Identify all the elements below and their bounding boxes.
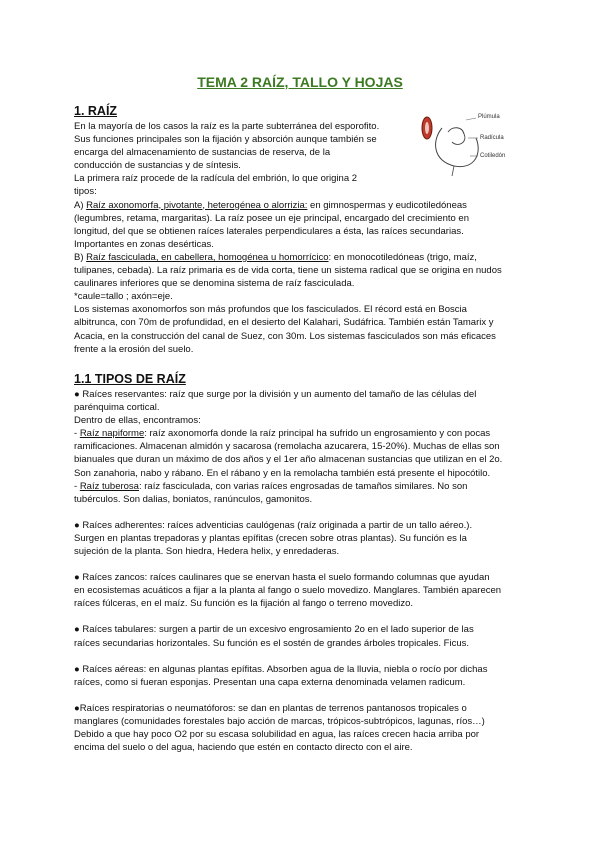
list-prefix: A) — [74, 199, 87, 211]
paragraph-line: Debido a que hay poco O2 por su escasa solubilidad en agua, las raíces crecen hacia arriba por — [74, 728, 480, 740]
paragraph-line: *caule=tallo ; axón=eje. — [74, 291, 173, 303]
paragraph-line: bianuales que duran un máximo de dos años y el 1er año almacenan sustancias que utilizan en el 2o. — [74, 454, 503, 466]
paragraph-line: En la mayoría de los casos la raíz es la parte subterránea del esporofito. — [74, 121, 380, 132]
paragraph-line: raíces, como si fueran esponjas. Presentan una capa externa denominada velamen radicum. — [74, 676, 466, 688]
napiforme-line — [74, 427, 526, 440]
paragraph-line: Sus funciones principales son la fijación y absorción aunque también se — [74, 134, 377, 146]
paragraph-line: La primera raíz procede de la radícula del embrión, lo que origina 2 — [74, 173, 358, 185]
paragraph-line: parénquima cortical. — [74, 402, 160, 414]
paragraph-line: Dentro de ellas, encontramos: — [74, 415, 201, 427]
paragraph-line: albitrunca, con 70m de profundidad, en el desierto del Kalahari, Sudáfrica. También están Tamarix y — [74, 317, 494, 329]
root-type-a-line — [74, 199, 526, 212]
root-type-b-line — [74, 251, 526, 264]
spacer — [74, 610, 526, 623]
paragraph-line: Los sistemas axonomorfos son más profundos que los fasciculados. El récord está en Boscia — [74, 304, 467, 316]
spacer — [74, 650, 526, 663]
paragraph-line: ● Raíces zancos: raíces caulinares que se enervan hasta el suelo formando columnas que ayudan — [74, 572, 490, 584]
paragraph-line: raíces secundarias horizontales. Su función es el sostén de grandes árboles tropicales. Ficus. — [74, 637, 469, 649]
paragraph-line: Acacia, en la construcción del canal de Suez, con 30m. Los sistemas fasciculados son más eficaces — [74, 330, 496, 342]
document-title: TEMA 2 RAÍZ, TALLO Y HOJAS — [197, 74, 403, 90]
list-prefix: - — [74, 480, 80, 492]
paragraph-line: ● Raíces adherentes: raíces adventicias caulógenas (raíz originada a partir de un tallo aéreo.). — [74, 519, 473, 531]
napiforme-text: : raíz axonomorfa donde la raíz principal ha sufrido un engrosamiento y con pocas — [144, 428, 491, 440]
paragraph-line: longitud, del que se obtienen raíces laterales perpendiculares a ésta, las raíces secundarias. — [74, 225, 464, 237]
paragraph-line: Surgen en plantas trepadoras y plantas epífitas (crecen sobre otras plantas). Su función es la — [74, 532, 467, 544]
napiforme-term: Raíz napiforme — [79, 428, 145, 440]
list-prefix: B) — [74, 251, 87, 263]
section-heading-raiz: 1. RAÍZ — [74, 104, 118, 118]
section-raiz-body — [74, 120, 526, 356]
tuberosa-line — [74, 480, 526, 493]
paragraph-line: tipos: — [74, 186, 97, 198]
spacer — [74, 689, 526, 702]
paragraph-line: raíces fúlceras, en el maíz. Su función es la fijación al fango o terreno movedizo. — [74, 598, 414, 610]
paragraph-line: en ecosistemas acuáticos a fijar a la planta al fango o suelo movedizo. Manglares. También aparecen — [74, 585, 502, 597]
root-type-a-term: Raíz axonomorfa, pivotante, heterogénea o alorrizia: — [86, 199, 308, 211]
paragraph-line: encima del suelo o del agua, haciendo que estén en contacto directo con el aire. — [74, 742, 413, 754]
spacer — [74, 558, 526, 571]
spacer — [74, 506, 526, 519]
paragraph-line: tubérculos. Son dalias, boniatos, ranúnculos, gamonitos. — [74, 493, 313, 505]
paragraph-line: sujeción de la planta. Son hiedra, Hedera helix, y enredaderas. — [74, 546, 340, 558]
paragraph-line: manglares (comunidades forestales bajo acción de marcas, trópicos-subtrópicos, lagunas, ríos…) — [74, 715, 485, 727]
root-type-b-term: Raíz fasciculada, en cabellera, homogénea u homorrícico — [86, 251, 329, 263]
tuberosa-text: : raíz fasciculada, con varias raíces engrosadas de tamaños similares. No son — [138, 480, 468, 492]
tuberosa-term: Raíz tuberosa — [79, 480, 139, 492]
root-type-a-text: en gimnospermas y eudicotiledóneas — [307, 199, 467, 211]
paragraph-line: frente a la erosión del suelo. — [74, 343, 194, 355]
paragraph-line: ● Raíces reservantes: raíz que surge por la división y un aumento del tamaño de las células del — [74, 389, 477, 400]
list-prefix: - — [74, 428, 80, 440]
section-tipos-body — [74, 388, 526, 754]
paragraph-line: Importantes en zonas desérticas. — [74, 238, 214, 250]
paragraph-line: conducción de sustancias y de síntesis. — [74, 160, 241, 172]
paragraph-line: tulipanes, cebada). La raíz primaria es de vida corta, tiene un sistema radical que se origina en nudos — [74, 265, 502, 277]
section-heading-tipos-de-raiz: 1.1 TIPOS DE RAÍZ — [74, 372, 186, 386]
figure-label-plumula: Plúmula — [478, 114, 500, 120]
paragraph-line: ● Raíces aéreas: en algunas plantas epífitas. Absorben agua de la lluvia, niebla o rocío por dichas — [74, 663, 488, 675]
paragraph-line: encarga del almacenamiento de sustancias de reserva, de la — [74, 147, 331, 159]
paragraph-line: (legumbres, retama, margaritas). La raíz posee un eje principal, encargado del crecimiento en — [74, 212, 469, 224]
figure-label-cotiledon: Cotiledón — [480, 153, 506, 159]
paragraph-line: Son zanahoria, nabo y rábano. En el rábano y en la remolacha también está presente el hipocótilo. — [74, 467, 491, 479]
paragraph-line: caulinares inferiores que se denomina sistema de raíz fasciculada. — [74, 278, 355, 290]
paragraph-line: ●Raíces respiratorias o neumatóforos: se dan en plantas de terrenos pantanosos tropicales o — [74, 702, 467, 714]
root-type-b-text: : en monocotiledóneas (trigo, maíz, — [328, 251, 477, 263]
figure-label-radicula: Radícula — [480, 135, 504, 141]
paragraph-line: ● Raíces tabulares: surgen a partir de un excesivo engrosamiento 2o en el lado superior de las — [74, 624, 474, 636]
paragraph-line: ramificaciones. Almacenan almidón y sacarosa (remolacha azucarera, 15-20%). Muchas de ellas son — [74, 441, 500, 453]
